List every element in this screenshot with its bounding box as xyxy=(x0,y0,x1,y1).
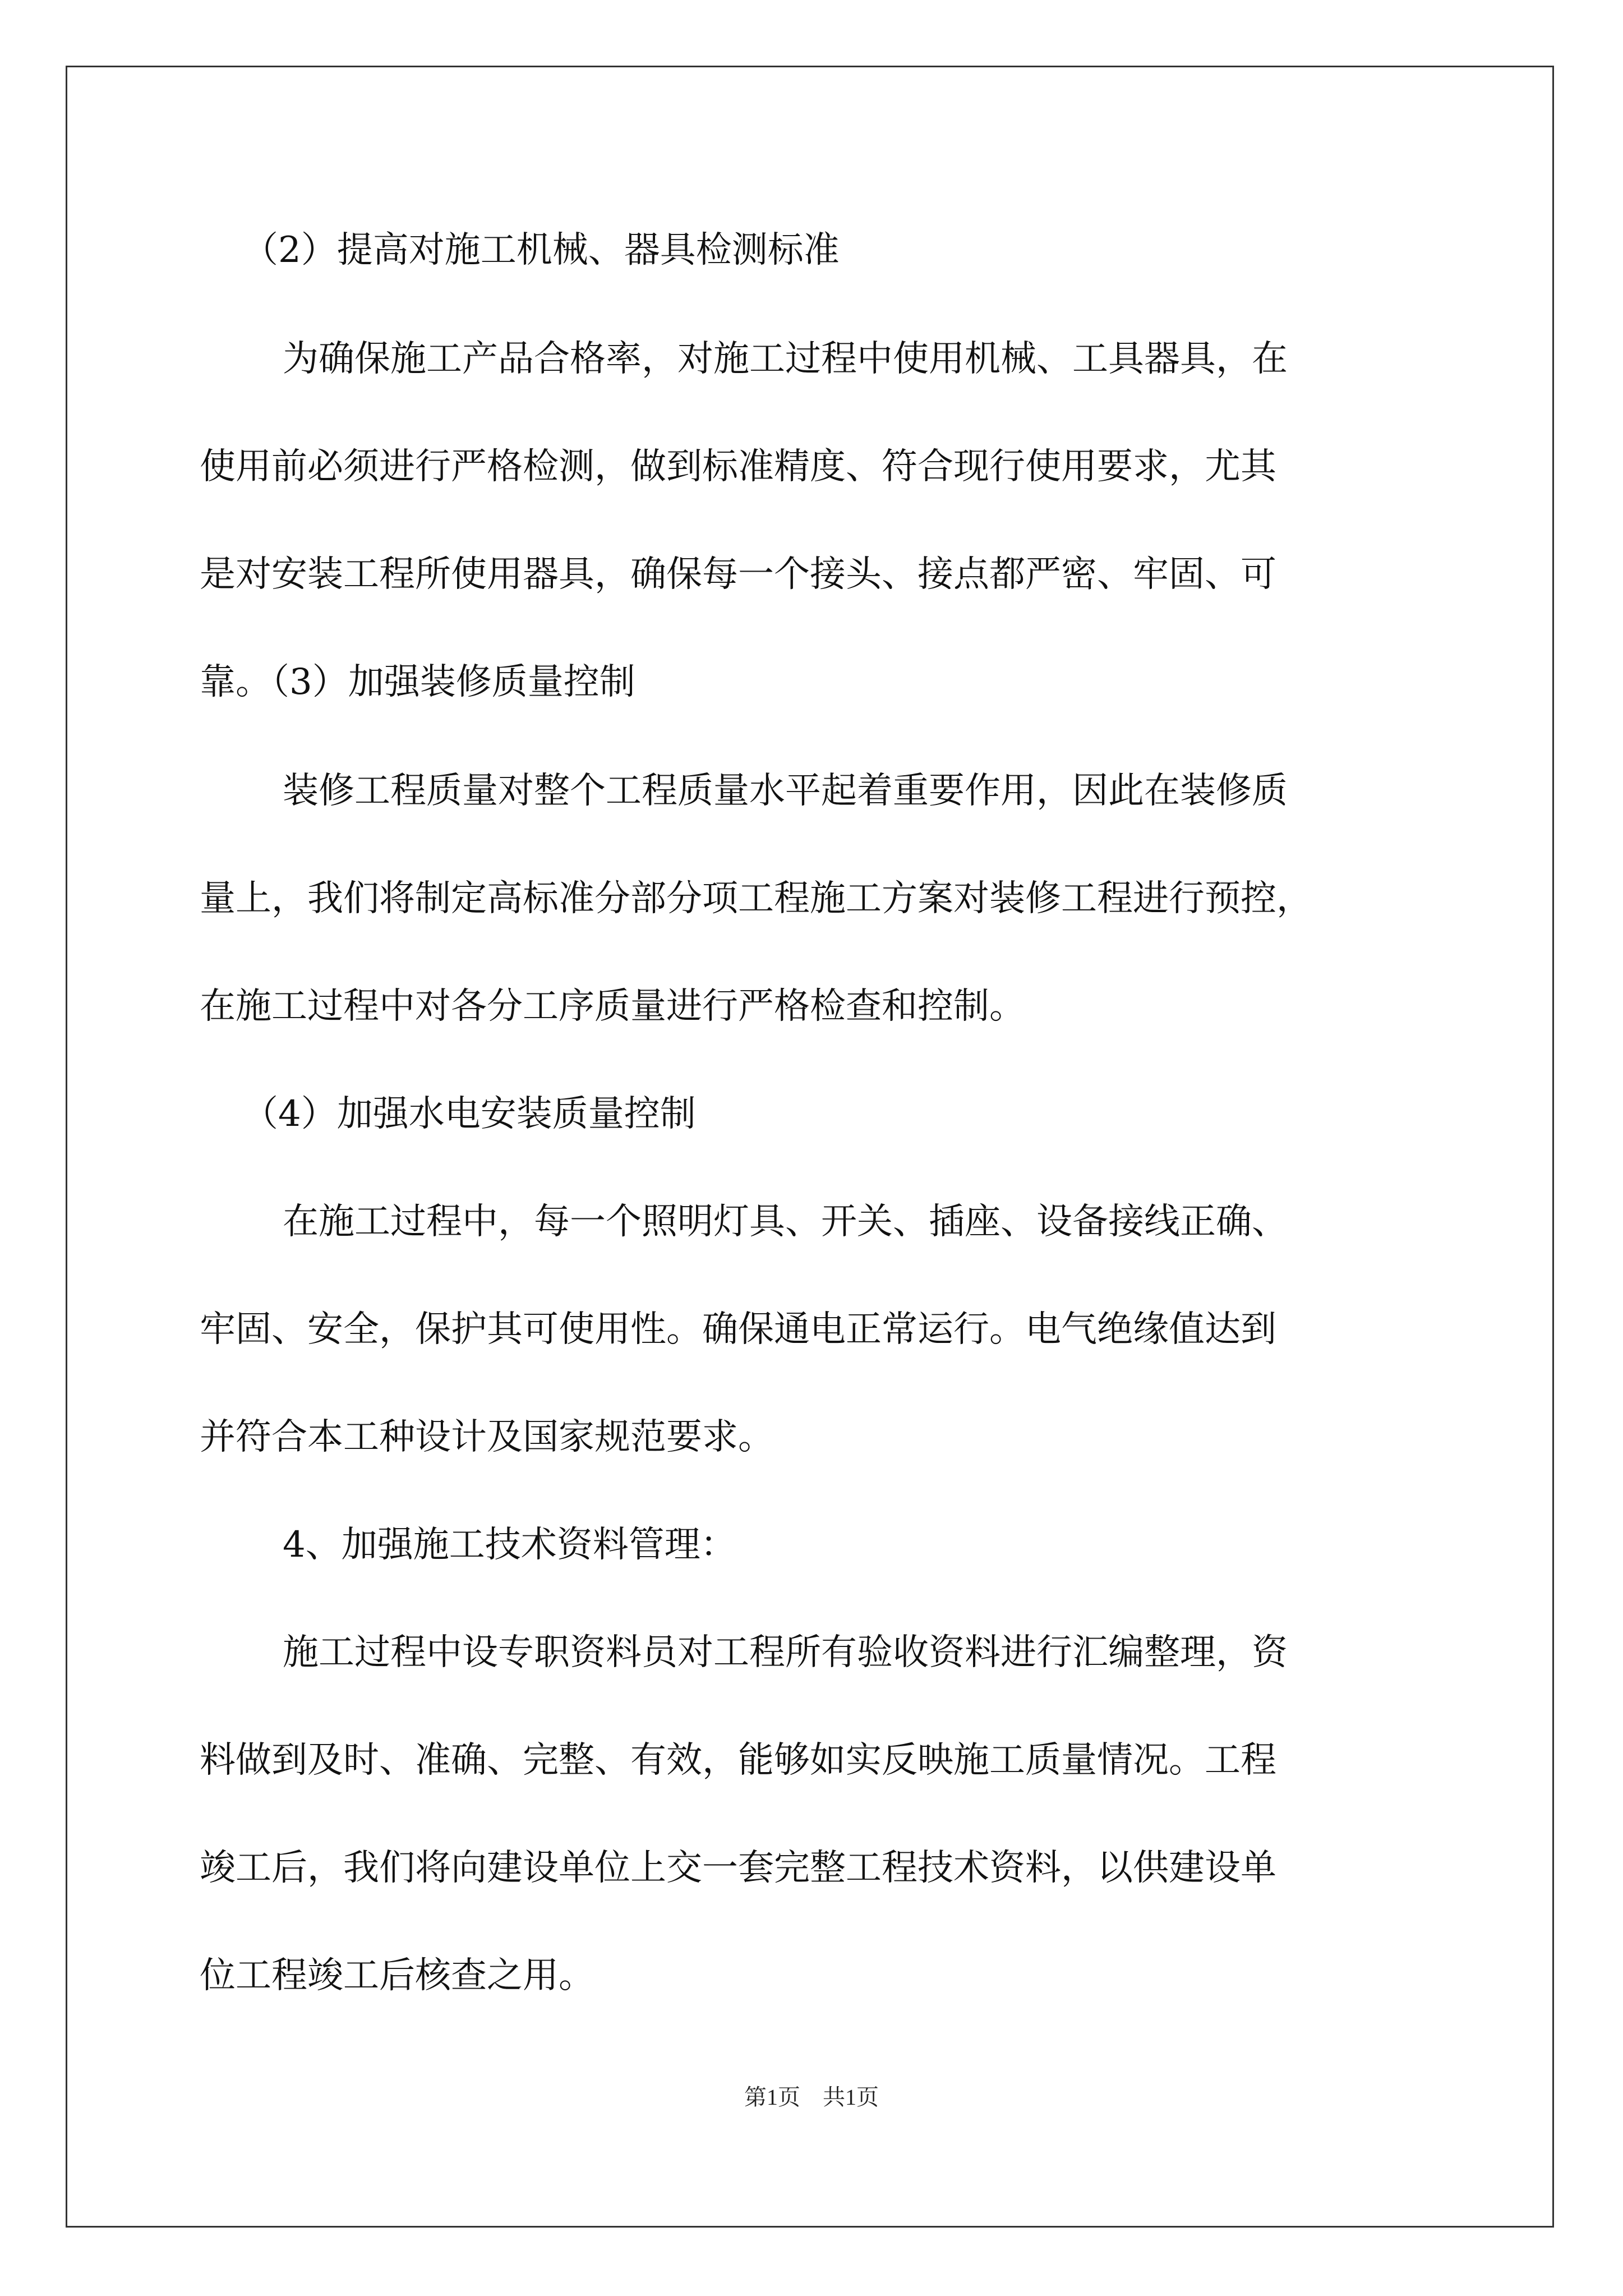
paragraph-line: 在施工过程中对各分工序质量进行严格检查和控制。 xyxy=(200,986,1025,1027)
paragraph-line: 装修工程质量对整个工程质量水平起着重要作用，因此在装修质 xyxy=(283,770,1288,812)
paragraph-line: 并符合本工种设计及国家规范要求。 xyxy=(200,1416,774,1458)
page-footer: 第1页 共1页 xyxy=(744,2085,879,2110)
paragraph-line: 是对安装工程所使用器具，确保每一个接头、接点都严密、牢固、可 xyxy=(200,554,1276,595)
section-heading: 4、加强施工技术资料管理： xyxy=(283,1524,736,1566)
paragraph-line: 施工过程中设专职资料员对工程所有验收资料进行汇编整理，资 xyxy=(283,1632,1288,1673)
paragraph-line: 料做到及时、准确、完整、有效，能够如实反映施工质量情况。工程 xyxy=(200,1740,1276,1781)
paragraph-line: 竣工后，我们将向建设单位上交一套完整工程技术资料，以供建设单 xyxy=(200,1847,1276,1889)
paragraph-line: 靠。（3）加强装修质量控制 xyxy=(200,661,635,703)
paragraph-line: 位工程竣工后核查之用。 xyxy=(200,1955,594,1996)
paragraph-line: 牢固、安全，保护其可使用性。确保通电正常运行。电气绝缘值达到 xyxy=(200,1309,1276,1350)
page-border xyxy=(66,66,1554,2228)
paragraph-line: 量上，我们将制定高标准分部分项工程施工方案对装修工程进行预控， xyxy=(200,878,1312,919)
paragraph-line: 为确保施工产品合格率，对施工过程中使用机械、工具器具，在 xyxy=(283,338,1288,380)
paragraph-line: 使用前必须进行严格检测，做到标准精度、符合现行使用要求，尤其 xyxy=(200,446,1276,487)
heading-4: （4）加强水电安装质量控制 xyxy=(242,1093,696,1135)
paragraph-line: 在施工过程中，每一个照明灯具、开关、插座、设备接线正确、 xyxy=(283,1201,1288,1243)
heading-2: （2）提高对施工机械、器具检测标准 xyxy=(242,229,840,271)
